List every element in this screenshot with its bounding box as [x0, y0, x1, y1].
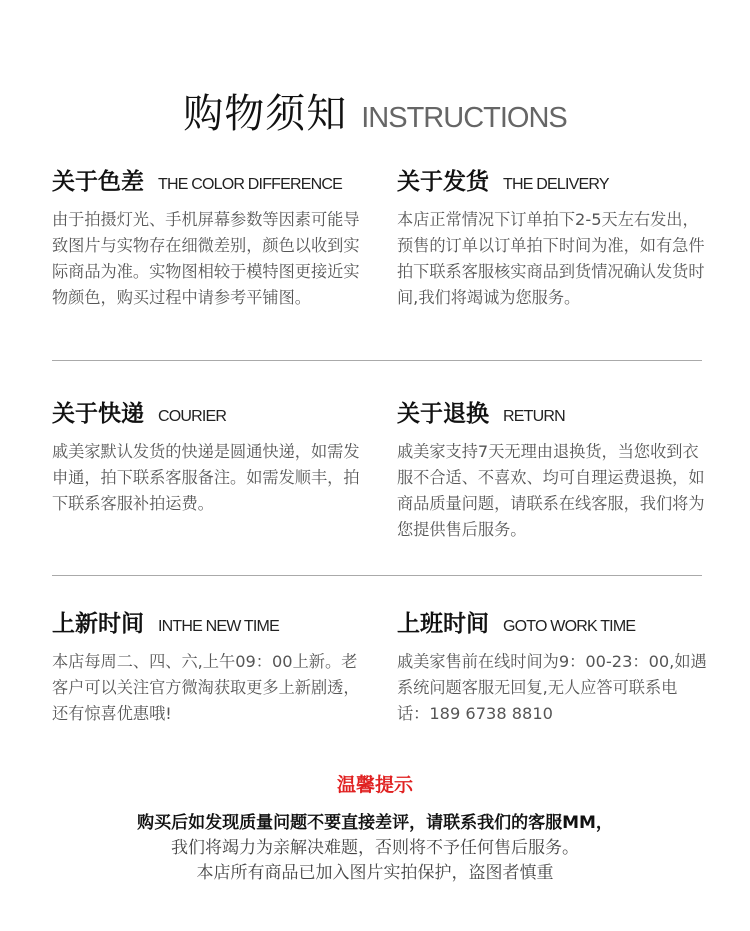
- divider: [52, 360, 702, 361]
- section-color-difference: [52, 163, 364, 311]
- page-title-en: INSTRUCTIONS: [361, 102, 567, 134]
- section-title-en: THE DELIVERY: [503, 176, 609, 193]
- section-body: 戚美家售前在线时间为9：00-23：00,如遇系统问题客服无回复,无人应答可联系电话：189 6738 8810: [397, 652, 707, 723]
- section-title-en: INTHE NEW TIME: [158, 618, 279, 635]
- section-heading: [52, 605, 364, 639]
- section-heading: [52, 163, 364, 197]
- section-title: 上新时间: [52, 611, 144, 637]
- tips-title: 温馨提示: [336, 774, 413, 796]
- section-delivery: [397, 163, 709, 311]
- section-heading: [397, 395, 709, 429]
- section-title-en: GOTO WORK TIME: [503, 618, 636, 635]
- section-title-en: COURIER: [158, 408, 227, 425]
- section-return: [397, 395, 709, 543]
- section-body: 本店每周二、四、六,上午09：00上新。老客户可以关注官方微淘获取更多上新剧透，还有惊喜优惠哦!: [52, 652, 360, 723]
- section-title: 上班时间: [397, 611, 489, 637]
- section-body: 本店正常情况下订单拍下2-5天左右发出，预售的订单以订单拍下时间为准，如有急件拍下联系客服核实商品到货情况确认发货时间,我们将竭诚为您服务。: [397, 210, 705, 307]
- tips-line: 我们将竭力为亲解决难题，否则将不予任何售后服务。: [171, 838, 579, 858]
- page-title: 购物须知: [183, 91, 348, 137]
- tips-line: 购买后如发现质量问题不要直接差评，请联系我们的客服MM，: [137, 813, 613, 833]
- section-title: 关于快递: [52, 401, 144, 427]
- tips-line: 本店所有商品已加入图片实拍保护，盗图者慎重: [196, 863, 554, 883]
- section-title: 关于发货: [397, 169, 489, 195]
- section-work-time: [397, 605, 709, 727]
- section-heading: [397, 605, 709, 639]
- section-heading: [52, 395, 364, 429]
- divider: [52, 575, 702, 576]
- section-title: 关于退换: [397, 401, 489, 427]
- section-body: 由于拍摄灯光、手机屏幕参数等因素可能导致图片与实物存在细微差别，颜色以收到实际商品为准。实物图相较于模特图更接近实物颜色，购买过程中请参考平铺图。: [52, 210, 360, 307]
- section-title-en: RETURN: [503, 408, 565, 425]
- section-courier: [52, 395, 364, 517]
- section-body: 戚美家默认发货的快递是圆通快递，如需发申通，拍下联系客服备注。如需发顺丰，拍下联系客服补拍运费。: [52, 442, 360, 513]
- section-title: 关于色差: [52, 169, 144, 195]
- section-title-en: THE COLOR DIFFERENCE: [158, 176, 343, 193]
- section-body: 戚美家支持7天无理由退换货，当您收到衣服不合适、不喜欢、均可自理运费退换，如商品质量问题，请联系在线客服，我们将为您提供售后服务。: [397, 442, 705, 539]
- page-header: [0, 82, 750, 139]
- section-heading: [397, 163, 709, 197]
- section-new-time: [52, 605, 364, 727]
